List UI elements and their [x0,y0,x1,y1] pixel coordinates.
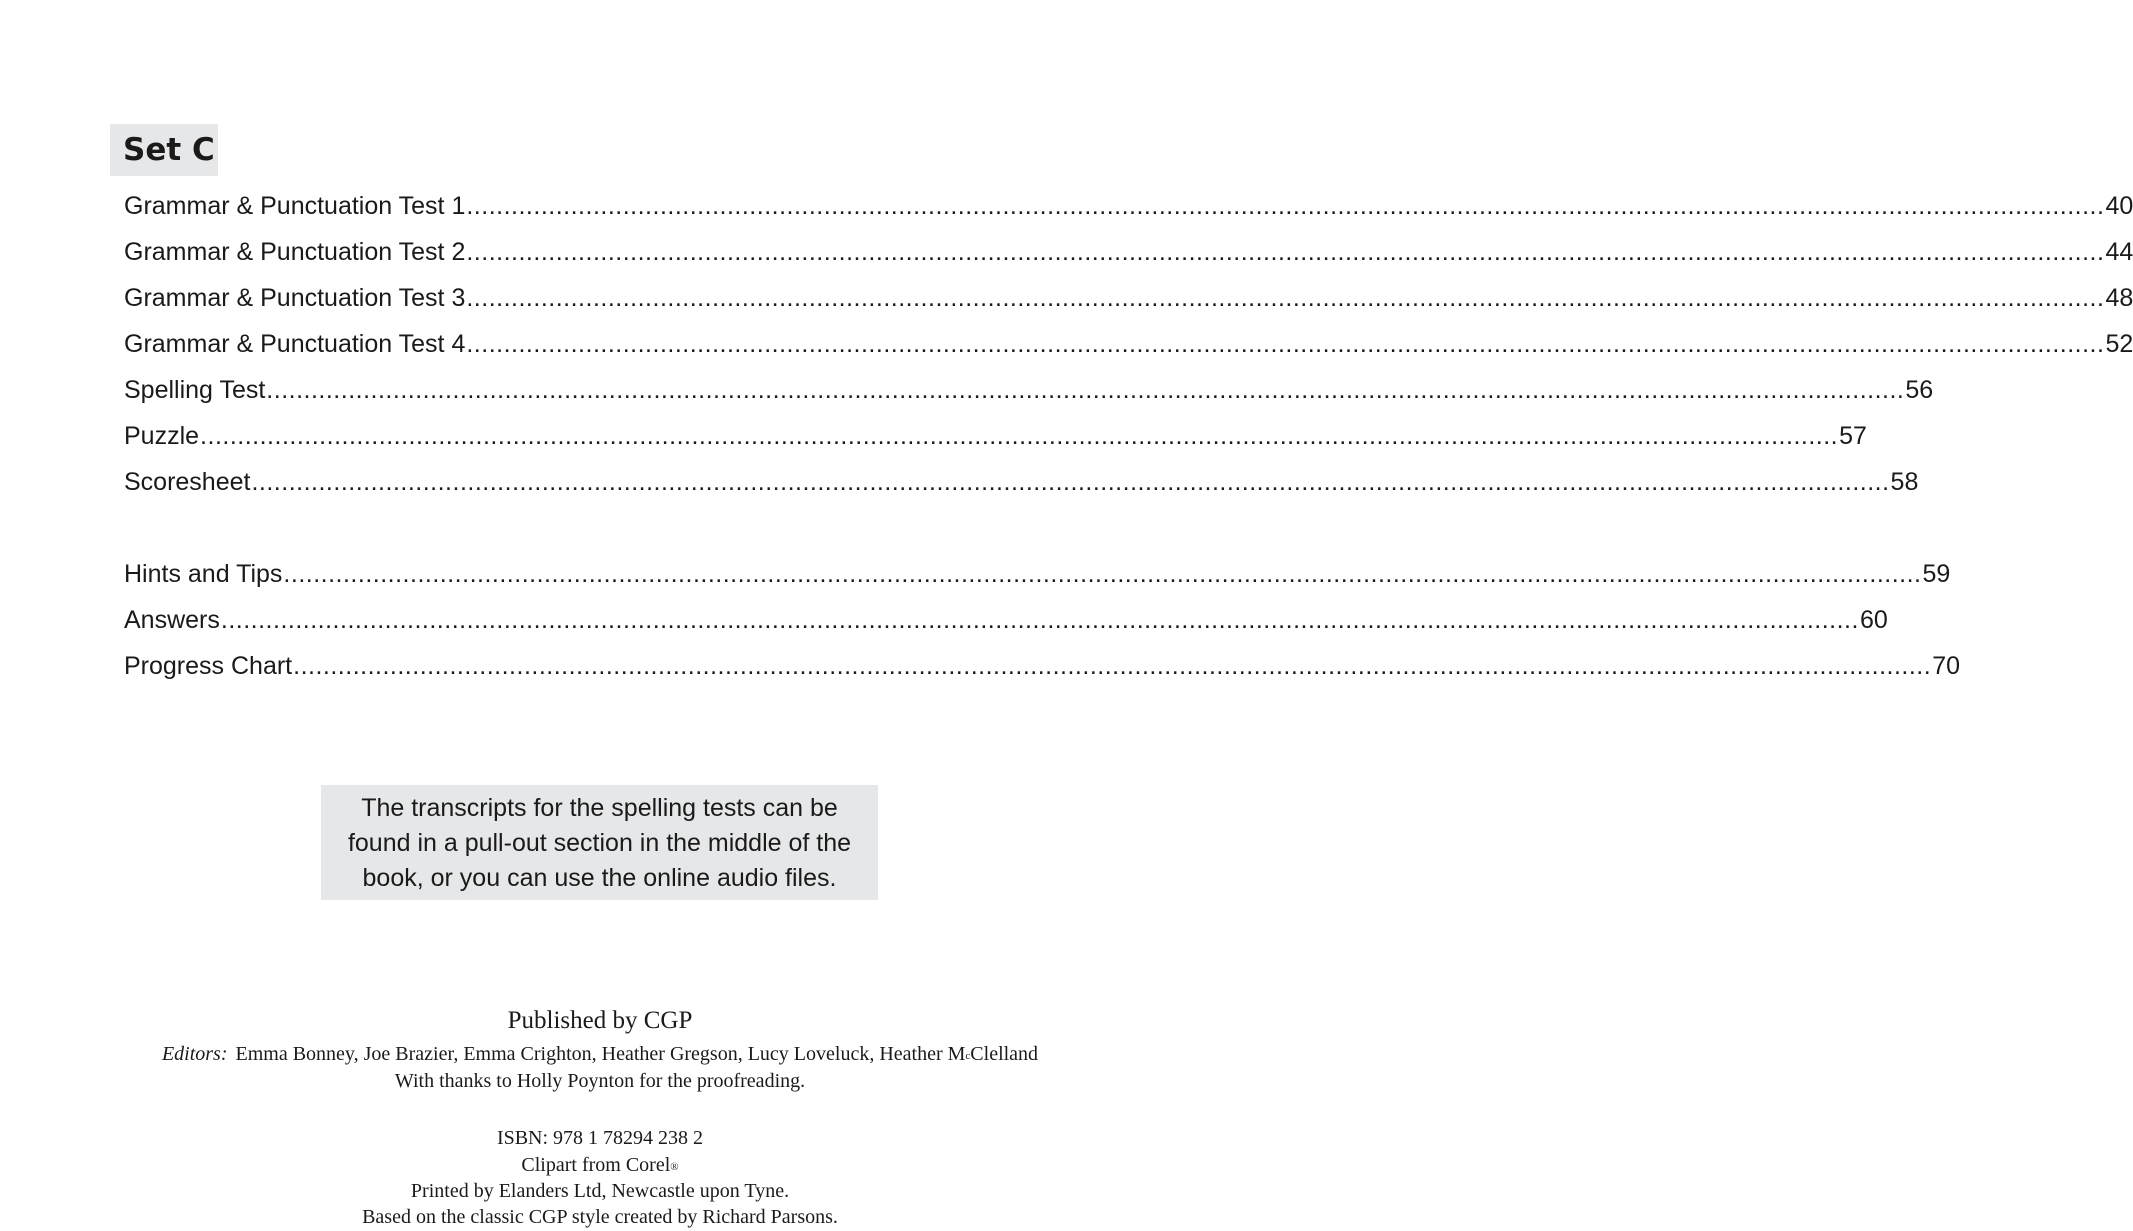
dot-leader: ............................................................................................................................................................................................................................ [466,284,2105,312]
toc-entry [124,282,2133,314]
dot-leader: ............................................................................................................................................................................................................................ [466,330,2105,358]
dot-leader: ............................................................................................................................................................................................................................ [251,468,1890,496]
transcript-note [321,785,878,900]
toc-entry [124,374,1934,406]
set-heading: Set C [110,124,218,176]
toc-entry-label: Hints and Tips [124,560,283,588]
editors-line [0,1041,1200,1068]
dot-leader: ............................................................................................................................................................................................................................ [283,560,1922,588]
clipart-text: Clipart from Corel [521,1154,671,1176]
toc-entry-label: Spelling Test [124,376,266,404]
dot-leader: ............................................................................................................................................................................................................................ [466,238,2105,266]
printer-line: Printed by Elanders Ltd, Newcastle upon Tyne. [410,1180,790,1202]
dot-leader: ............................................................................................................................................................................................................................ [266,376,1905,404]
toc-entry-page: 40 [2105,192,2133,220]
thanks-line: With thanks to Holly Poynton for the proofreading. [394,1070,806,1092]
toc-entry-page: 60 [1859,606,1888,634]
editors-names: Emma Bonney, Joe Brazier, Emma Crighton, Heather Gregson, Lucy Loveluck, Heather M [235,1043,966,1065]
toc-entry-label: Grammar & Punctuation Test 3 [124,284,466,312]
toc-entry-label: Grammar & Punctuation Test 1 [124,192,466,220]
toc-entry [124,650,1961,682]
toc-entry [124,328,2133,360]
toc-entry-label: Grammar & Punctuation Test 4 [124,330,466,358]
note-line: found in a pull-out section in the middle of the [347,829,852,857]
toc-entry-label: Puzzle [124,422,200,450]
toc-entry-page: 59 [1922,560,1951,588]
toc-entry [124,190,2133,222]
editors-names-tail: Clelland [970,1043,1039,1065]
toc-entry-page: 44 [2105,238,2133,266]
clipart-line [0,1152,1200,1179]
toc-entry [124,466,1919,498]
toc-entry-label: Answers [124,606,220,634]
toc-entry-page: 57 [1839,422,1867,450]
isbn-line: ISBN: 978 1 78294 238 2 [496,1127,704,1149]
toc-entry-page: 58 [1890,468,1919,496]
toc-entry-page: 70 [1932,652,1961,680]
toc-entry-label: Progress Chart [124,652,293,680]
toc-entry [124,420,1867,452]
toc-entry [124,558,1951,590]
toc-entry-label: Scoresheet [124,468,251,496]
toc-entry [124,236,2133,268]
publisher-line: Published by CGP [507,1007,693,1034]
dot-leader: ............................................................................................................................................................................................................................ [220,606,1859,634]
toc-entry [124,604,1888,636]
dot-leader: ............................................................................................................................................................................................................................ [466,192,2105,220]
editors-superscript: c [965,1050,971,1062]
editors-label: Editors: [161,1043,228,1065]
toc-entry-page: 48 [2105,284,2133,312]
registered-mark: ® [670,1161,679,1173]
style-credit-line: Based on the classic CGP style created by Richard Parsons. [362,1206,838,1228]
dot-leader: ............................................................................................................................................................................................................................ [293,652,1932,680]
note-line: The transcripts for the spelling tests can be [361,794,838,822]
toc-entry-page: 52 [2105,330,2133,358]
toc-entry-page: 56 [1905,376,1934,404]
toc-entry-label: Grammar & Punctuation Test 2 [124,238,466,266]
dot-leader: ............................................................................................................................................................................................................................ [200,422,1839,450]
note-line: book, or you can use the online audio files. [362,864,837,892]
